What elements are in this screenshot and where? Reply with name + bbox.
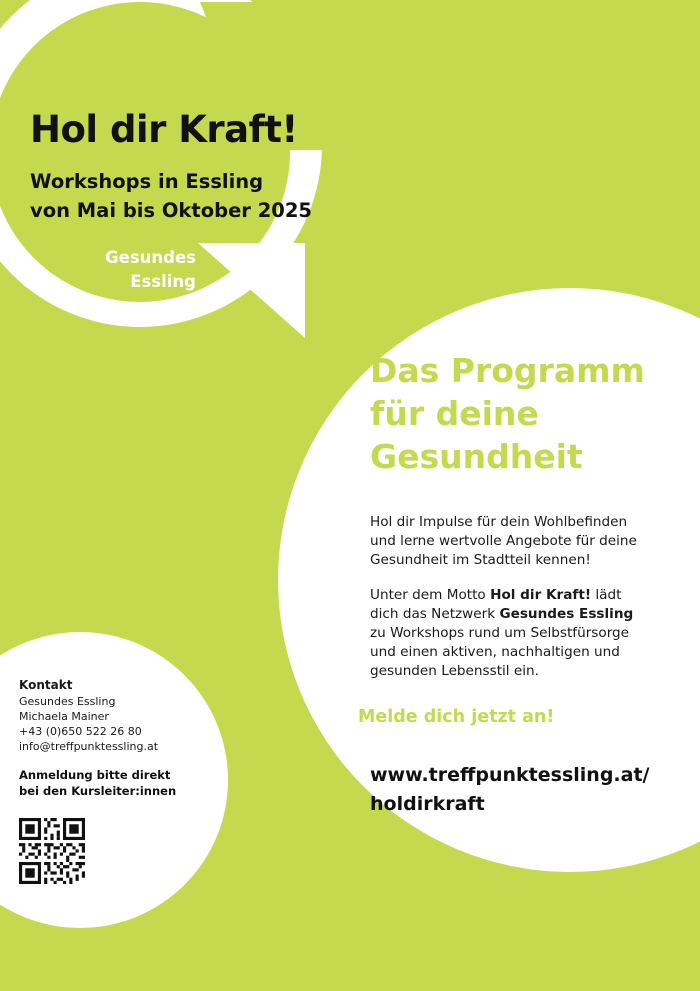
heading-line: Das Programm [370,351,645,390]
paragraph-text: dich das Netzwerk [370,606,500,622]
paragraph-line: Hol dir Impulse für dein Wohlbefinden [370,514,628,530]
brand-label-line: Gesundes [105,248,196,267]
motto-text: Hol dir Kraft! [490,587,592,603]
paragraph-line [370,605,690,624]
paragraph-line: und einen aktiven, nachhaltigen und [370,644,620,660]
registration-line: bei den Kursleiter:innen [19,784,177,798]
url-line[interactable]: www.treffpunktessling.at/ [370,764,650,786]
contact-person: Michaela Mainer [19,710,109,723]
motto-paragraph [370,586,690,681]
paragraph-line: gesunden Lebensstil ein. [370,663,539,679]
subtitle-line: Workshops in Essling [30,170,264,193]
brand-label-line: Essling [130,272,196,291]
program-heading [370,349,690,478]
qr-code-icon[interactable] [19,818,85,884]
paragraph-text: lädt [591,587,622,603]
paragraph-line: zu Workshops rund um Selbstfürsorge [370,625,630,641]
registration-line: Anmeldung bitte direkt [19,768,171,782]
contact-org: Gesundes Essling [19,695,116,708]
contact-block [19,678,219,754]
paragraph-text: Unter dem Motto [370,587,491,603]
subtitle-line: von Mai bis Oktober 2025 [30,199,312,222]
contact-phone[interactable]: +43 (0)650 522 26 80 [19,725,142,738]
heading-line: Gesundheit [370,437,583,476]
paragraph-line: und lerne wertvolle Angebote für deine [370,533,637,549]
contact-heading: Kontakt [19,678,73,692]
heading-line: für deine [370,394,539,433]
paragraph-line [370,586,690,605]
poster-title: Hol dir Kraft! [30,108,298,151]
intro-paragraph [370,513,690,570]
brand-label [96,246,196,294]
url-line[interactable]: holdirkraft [370,793,485,815]
call-to-action: Melde dich jetzt an! [358,707,555,727]
network-name: Gesundes Essling [499,606,634,622]
paragraph-line: Gesundheit im Stadtteil kennen! [370,552,591,568]
registration-note [19,767,219,799]
poster-subtitle [30,167,312,225]
contact-email[interactable]: info@treffpunktessling.at [19,740,159,753]
website-link[interactable] [370,761,649,819]
